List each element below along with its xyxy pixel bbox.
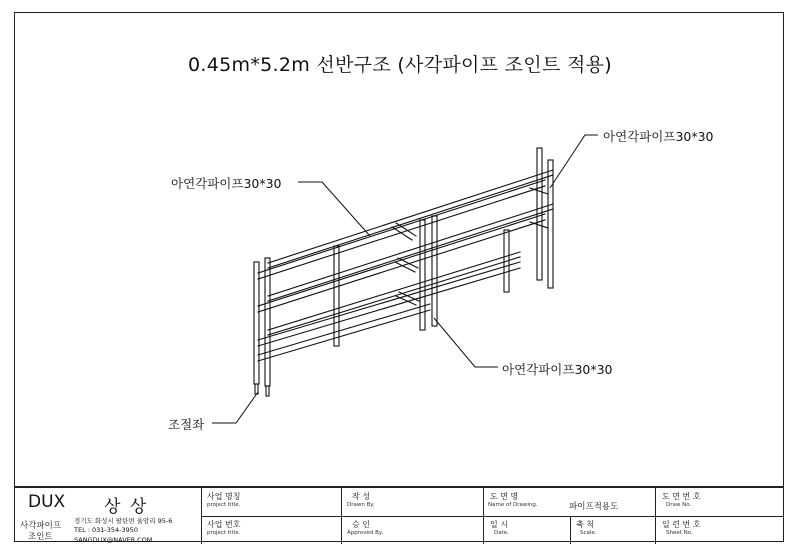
scale-label: 축 척 [576,520,594,529]
title-block [14,486,784,544]
adjustable-feet [255,384,269,396]
callout-left: 아연각파이프30*30 [171,176,282,191]
date-label: 일 시 [490,520,508,529]
drawing-no-label: 도 면 번 호 [662,492,701,501]
company-tel: TEL : 031-354-3950 [74,526,139,534]
company-name: 상 상 [104,497,149,517]
shelf-posts [254,148,553,386]
company-email: SANGDUX@NAVER.COM [74,536,153,544]
callout-top-right: 아연각파이프30*30 [603,129,714,144]
leader-left [298,182,370,236]
company-subtitle-1: 사각파이프 [20,521,62,531]
drawing-title: 0.45m*5.2m 선반구조 (사각파이프 조인트 적용) [188,54,612,76]
company-logo: DUX [28,492,66,512]
sheet-no-label: 일 련 번 호 [662,520,701,529]
drawn-by-label-en: Drawn By. [347,502,375,508]
approved-by-label-en: Approved By. [347,530,384,536]
company-subtitle-2: 조인트 [28,532,53,542]
leader-top-right [550,135,598,188]
drawn-by-label: 작 성 [352,492,370,501]
drawing-name-label: 도 면 명 [490,492,519,501]
callout-bottom-right: 아연각파이프30*30 [502,362,613,377]
sheet-no-label-en: Sheet No. [666,530,693,536]
project-title-label-en: project title. [207,502,241,508]
callout-foot: 조절좌 [168,417,205,432]
approved-by-label: 승 인 [352,520,370,529]
project-no-label-en: project title. [207,530,241,536]
cross-beams [392,188,548,305]
project-title-label: 사업 명칭 [207,492,241,501]
scale-label-en: Scale. [580,530,597,536]
drawing-name-value: 파이프적용도 [569,502,619,512]
leader-foot [212,392,258,423]
project-no-label: 사업 번호 [207,520,241,529]
leader-bottom-right [434,318,498,367]
drawing-name-label-en: Name of Drawing. [488,502,538,508]
drawing-no-label-en: Draw No. [666,502,692,508]
date-label-en: Date. [494,530,509,536]
company-address: 경기도 화성시 팔탄면 율암리 95-6 [74,517,173,525]
